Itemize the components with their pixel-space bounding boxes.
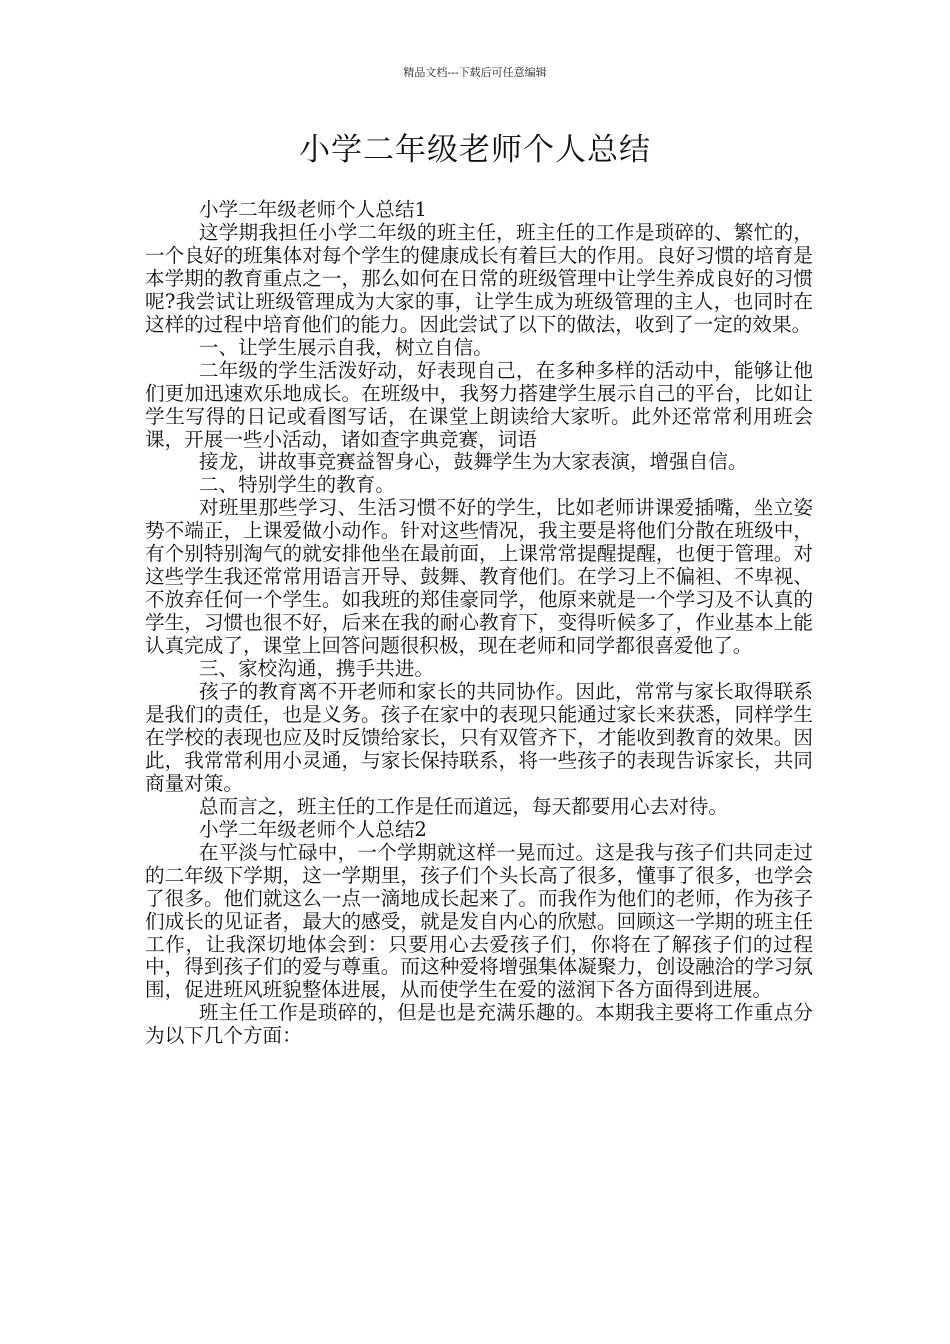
subheading: 三、家校沟通，携手共进。: [198, 657, 435, 681]
subheading: 一、让学生展示自我，树立自信。: [198, 335, 493, 359]
header-note: 精品文档---下载后可任意编辑: [403, 66, 547, 79]
section-heading-summary-2: 小学二年级老师个人总结2: [198, 817, 427, 841]
paragraph: 接龙，讲故事竞赛益智身心，鼓舞学生为大家表演，增强自信。: [198, 450, 748, 474]
section-heading-summary-1: 小学二年级老师个人总结1: [198, 198, 427, 221]
paragraph: 孩子的教育离不开老师和家长的共同协作。因此，常常与家长取得联系是我们的责任，也是义务。孩子在家中的表现只能通过家长来获悉，同样学生在学校的表现也应及时反馈给家长，只有双管齐下，才能收到教育的效果。因此，我常常利用小灵通，与家长保持联系，将一些孩子的表现告诉家长，共同商量对策。: [145, 680, 813, 795]
paragraph: 对班里那些学习、生活习惯不好的学生，比如老师讲课爱插嘴，坐立姿势不端正，上课爱做小动作。针对这些情况，我主要是将他们分散在班级中，有个别特别淘气的就安排他坐在最前面，上课常常提醒提醒，也便于管理。对这些学生我还常常用语言开导、鼓舞、教育他们。在学习上不偏袒、不卑视、不放弃任何一个学生。如我班的郑佳豪同学，他原来就是一个学习及不认真的学生，习惯也很不好，后来在我的耐心教育下，变得听候多了，作业基本上能认真完成了，课堂上回答问题很积极，现在老师和同学都很喜爱他了。: [145, 496, 813, 658]
paragraph: 在平淡与忙碌中，一个学期就这样一晃而过。这是我与孩子们共同走过的二年级下学期，这一学期里，孩子们个头长高了很多，懂事了很多，也学会了很多。他们就这么一点一滴地成长起来了。而我作为他们的老师，作为孩子们成长的见证者，最大的感受，就是发自内心的欣慰。回顾这一学期的班主任工作，让我深切地体会到：只要用心去爱孩子们，你将在了解孩子们的过程中，得到孩子们的爱与尊重。而这种爱将增强集体凝聚力，创设融洽的学习氛围，促进班风班貌整体进展，从而使学生在爱的滋润下各方面得到进展。: [145, 840, 813, 1002]
paragraph: 班主任工作是琐碎的，但是也是充满乐趣的。本期我主要将工作重点分为以下几个方面：: [145, 1001, 813, 1048]
subheading: 二、特别学生的教育。: [198, 473, 395, 497]
document-title: 小学二年级老师个人总结: [299, 132, 651, 168]
document-body: [145, 199, 813, 1048]
paragraph: 二年级的学生活泼好动，好表现自己，在多种多样的活动中，能够让他们更加迅速欢乐地成长。在班级中，我努力搭建学生展示自己的平台，比如让学生写得的日记或看图写话，在课堂上朗读给大家听。此外还常常利用班会课，开展一些小活动，诸如查字典竞赛，词语: [145, 358, 813, 451]
paragraph: 总而言之，班主任的工作是任而道远，每天都要用心去对待。: [198, 794, 728, 818]
paragraph: 这学期我担任小学二年级的班主任，班主任的工作是琐碎的、繁忙的，一个良好的班集体对每个学生的健康成长有着巨大的作用。良好习惯的培育是本学期的教育重点之一，那么如何在日常的班级管理中让学生养成良好的习惯呢?我尝试让班级管理成为大家的事，让学生成为班级管理的主人，也同时在这样的过程中培育他们的能力。因此尝试了以下的做法，收到了一定的效果。: [145, 220, 813, 336]
